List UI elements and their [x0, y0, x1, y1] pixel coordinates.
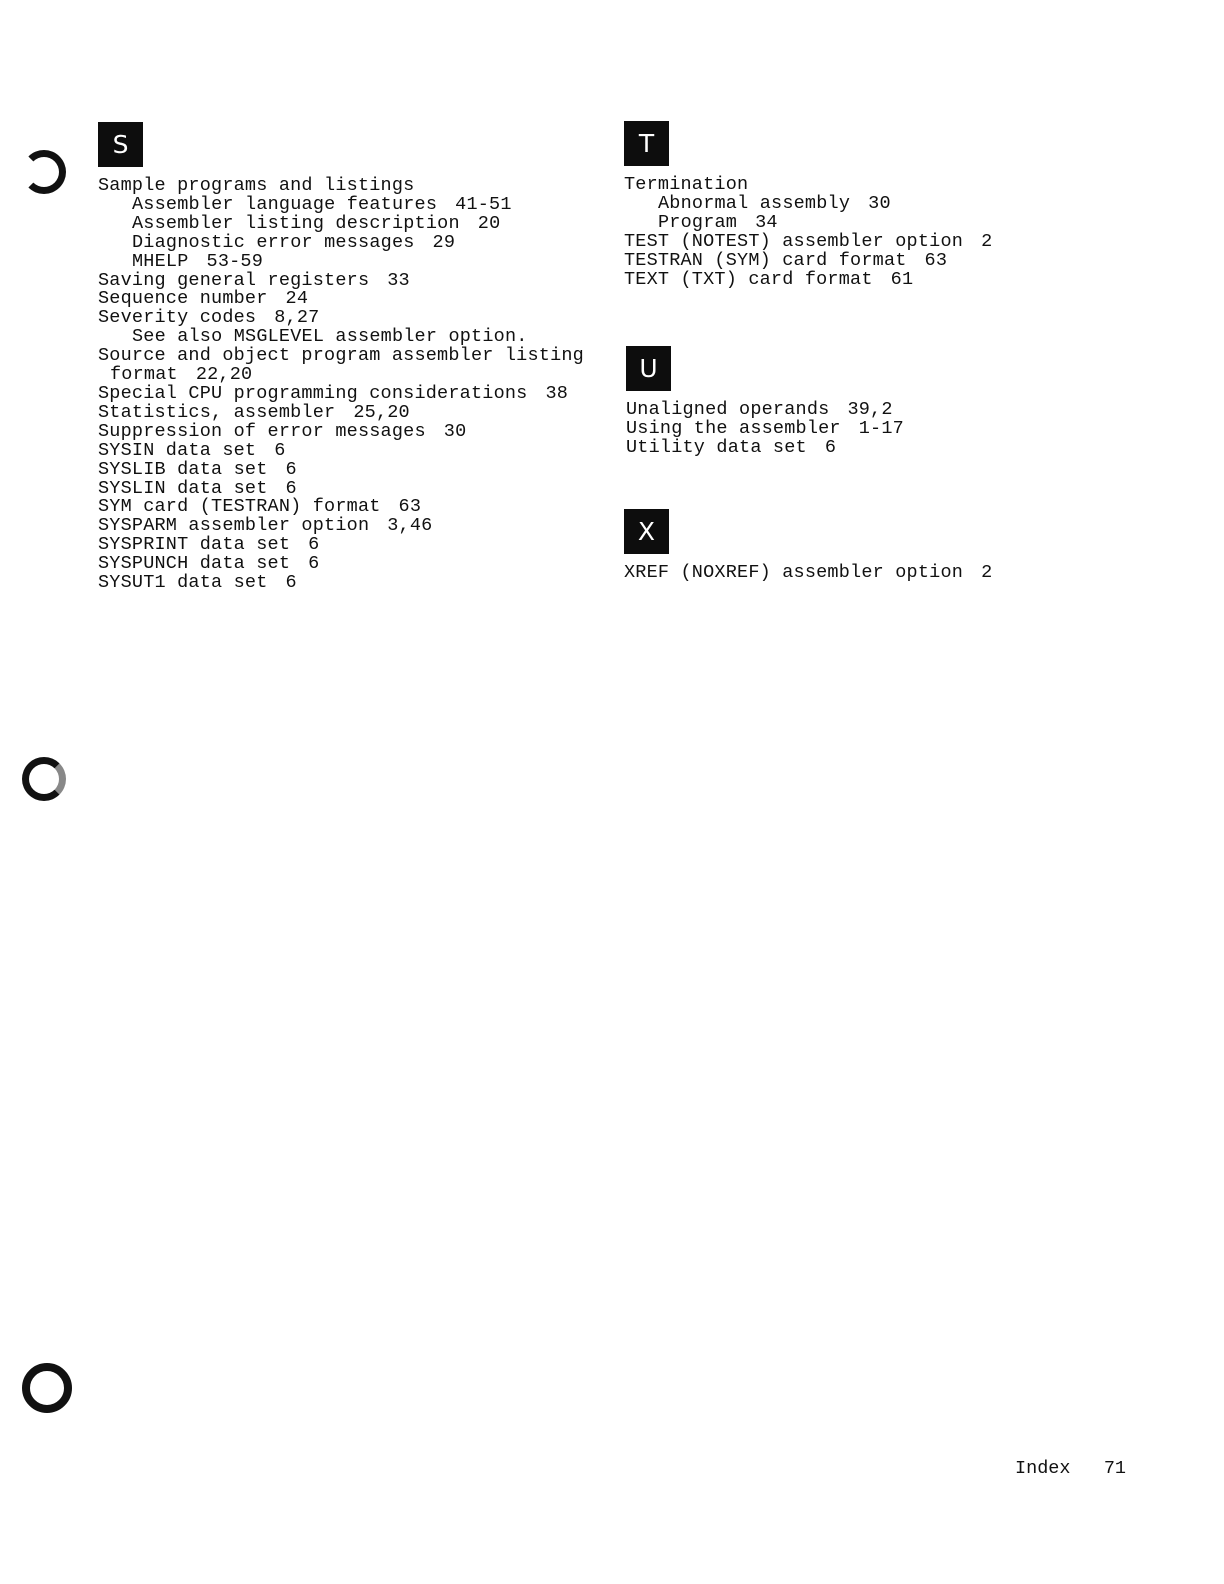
- index-section-u: [626, 346, 904, 458]
- page-ref: 2: [981, 562, 993, 583]
- index-entries-x: [624, 564, 992, 583]
- index-entry: XREF (NOXREF) assembler option 2: [624, 562, 993, 583]
- section-letter-t: T: [624, 121, 669, 166]
- index-entry: Utility data set 6: [626, 436, 837, 458]
- page-ref: 1-17: [858, 417, 904, 439]
- page-ref: 24: [285, 288, 309, 310]
- page-ref: 30: [868, 192, 891, 214]
- index-entry: See also MSGLEVEL assembler option.: [132, 326, 528, 348]
- page-ref: 34: [755, 211, 778, 233]
- index-entry: Assembler language features 41-51: [132, 193, 512, 215]
- page-number: 71: [1103, 1458, 1127, 1479]
- index-entry: Suppression of error messages 30: [98, 420, 467, 442]
- index-entry: Special CPU programming considerations 38: [98, 382, 569, 404]
- footer-label: Index: [1015, 1458, 1071, 1479]
- page-ref: 20: [477, 212, 501, 234]
- section-letter-s: S: [98, 122, 143, 167]
- index-section-s: [98, 122, 584, 593]
- index-entry: Abnormal assembly 30: [658, 192, 891, 214]
- index-entry: TEST (NOTEST) assembler option 2: [624, 230, 993, 252]
- index-entry: Unaligned operands 39,2: [626, 399, 893, 420]
- page-ref: 6: [824, 436, 837, 458]
- page-ref: 63: [924, 249, 948, 271]
- index-entry: Source and object program assembler listing: [98, 345, 584, 367]
- page-ref: 6: [308, 553, 320, 575]
- page-ref: 6: [285, 477, 297, 499]
- page-ref: 6: [285, 458, 297, 480]
- index-entry: Program 34: [658, 211, 778, 233]
- page-ref: 3,46: [387, 515, 433, 537]
- index-entry: Saving general registers 33: [98, 269, 410, 291]
- index-section-x: [624, 509, 992, 583]
- punch-hole-bottom: [22, 1363, 72, 1413]
- index-entry: SYSLIB data set 6: [98, 458, 297, 480]
- page-ref: 2: [981, 230, 993, 252]
- page-ref: 38: [545, 382, 569, 404]
- index-entry: Assembler listing description 20: [132, 212, 501, 234]
- index-entry: TEXT (TXT) card format 61: [624, 268, 914, 290]
- page-ref: 25,20: [353, 401, 410, 423]
- index-entry: SYSPUNCH data set 6: [98, 553, 320, 575]
- index-entry: Severity codes 8,27: [98, 307, 320, 329]
- page-ref: 6: [285, 572, 297, 594]
- index-entry: SYSPRINT data set 6: [98, 534, 320, 556]
- page-ref: 30: [443, 420, 467, 442]
- index-entry: SYSIN data set 6: [98, 439, 286, 461]
- page-ref: 53-59: [206, 250, 264, 272]
- index-section-t: [624, 121, 992, 289]
- page-ref: 33: [387, 269, 410, 291]
- page-ref: 41-51: [455, 193, 512, 215]
- index-entry: SYSPARM assembler option 3,46: [98, 515, 433, 537]
- index-entry: Termination: [624, 174, 749, 195]
- index-entry: format 22,20: [110, 364, 253, 386]
- section-letter-u: U: [626, 346, 671, 391]
- index-entry: Sample programs and listings: [98, 175, 415, 196]
- page-footer: [1015, 1458, 1126, 1479]
- index-entries-u: [626, 401, 904, 458]
- index-entry: TESTRAN (SYM) card format 63: [624, 249, 948, 271]
- page-ref: 22,20: [195, 364, 253, 386]
- index-entry: SYM card (TESTRAN) format 63: [98, 496, 422, 518]
- index-entry: MHELP 53-59: [132, 250, 264, 272]
- index-entries-t: [624, 176, 992, 289]
- index-entry: SYSLIN data set 6: [98, 477, 297, 499]
- index-entry: Using the assembler 1-17: [626, 417, 904, 439]
- index-entry: SYSUT1 data set 6: [98, 572, 297, 594]
- page-ref: 39,2: [847, 399, 893, 420]
- index-entry: Diagnostic error messages 29: [132, 231, 456, 253]
- index-entries-s: [98, 177, 584, 593]
- punch-hole-top: [22, 150, 66, 194]
- page-ref: 29: [432, 231, 456, 253]
- page-ref: 6: [274, 439, 286, 461]
- index-entry: Statistics, assembler 25,20: [98, 401, 410, 423]
- section-letter-x: X: [624, 509, 669, 554]
- page-ref: 6: [308, 534, 320, 556]
- page-ref: 63: [398, 496, 422, 518]
- page-ref: 61: [890, 268, 914, 290]
- index-entry: Sequence number 24: [98, 288, 309, 310]
- page-ref: 8,27: [274, 307, 320, 329]
- punch-hole-middle: [22, 757, 66, 801]
